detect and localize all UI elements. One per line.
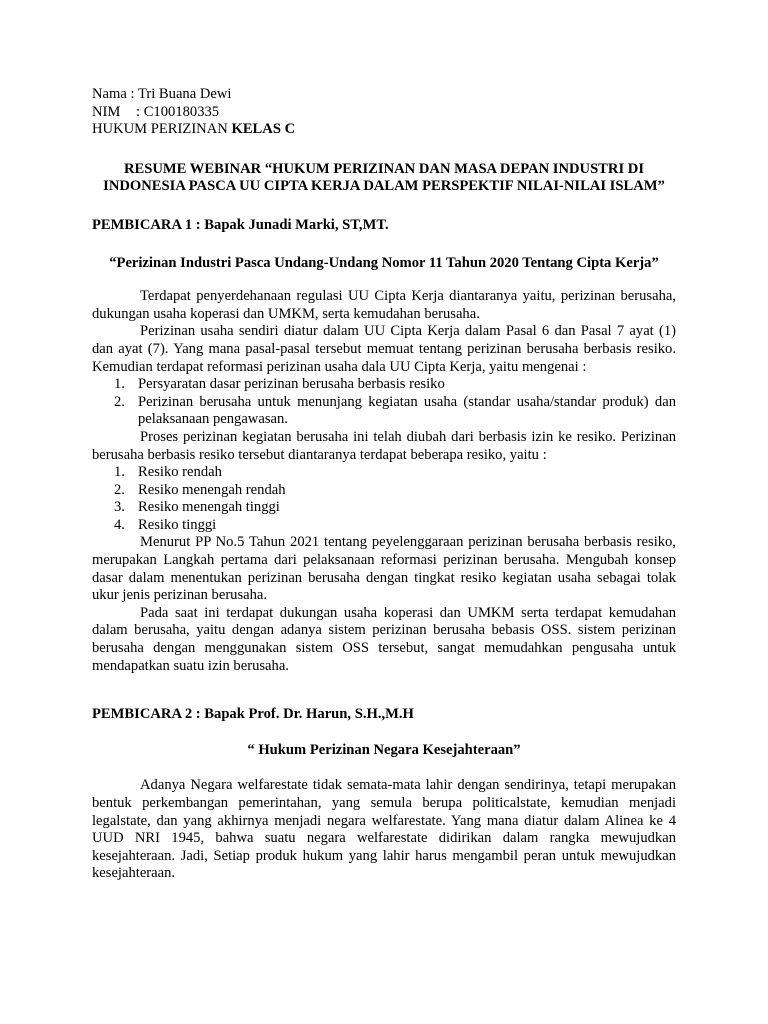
paragraph: Terdapat penyerdehanaan regulasi UU Cipta Kerja diantaranya yaitu, perizinan berusaha, dukungan usaha koperasi dan UMKM, serta kemudahan berusaha. [92,288,676,322]
student-info [92,86,676,139]
speaker-2-body [92,777,676,883]
course-line [92,121,676,139]
list-text: Resiko rendah [138,464,222,481]
reform-list [92,376,676,429]
course-class: KELAS C [231,121,296,138]
paragraph: Menurut PP No.5 Tahun 2021 tentang peyelenggaraan perizinan berusaha berbasis resiko, merupakan Langkah pertama dari pelaksanaan reformasi perizinan berusaha. Mengubah konsep dasar dalam menentukan perizinan berusaha dengan tingkat resiko kegiatan usaha sebagai tolak ukur jenis perizinan berusaha. [92,534,676,604]
list-number: 3. [114,499,125,516]
speaker-1-body [92,288,676,675]
speaker-1-heading: PEMBICARA 1 : Bapak Junadi Marki, ST,MT. [92,216,389,233]
paragraph: Adanya Negara welfarestate tidak semata-mata lahir dengan sendirinya, tetapi merupakan bentuk perkembangan pemerintahan, yang semula berupa politicalstate, kemudian menjadi legalstate, dan yang akhirnya menjadi negara welfarestate. Yang mana diatur dalam Alinea ke 4 UUD NRI 1945, bahwa suatu negara welfarestate didirikan dalam rangka mewujudkan kesejahteraan. Jadi, Setiap produk hukum yang lahir harus mengambil peran untuk mewujudkan kesejahteraan. [92,777,676,882]
list-item [92,464,676,482]
document-title: RESUME WEBINAR “HUKUM PERIZINAN DAN MASA DEPAN INDUSTRI DI INDONESIA PASCA UU CIPTA KERJA DALAM PERSPEKTIF NILAI-NILAI ISLAM” [103,160,665,195]
nim-label: NIM [92,103,121,120]
speaker-1-topic: “Perizinan Industri Pasca Undang-Undang Nomor 11 Tahun 2020 Tentang Cipta Kerja” [109,254,659,271]
list-item [92,482,676,500]
risk-list [92,464,676,534]
name-label: Nama [92,86,127,102]
list-item [92,394,676,429]
list-text: Resiko tinggi [138,516,217,533]
list-text: Resiko menengah rendah [138,481,286,498]
list-text: Persyaratan dasar perizinan berusaha berbasis resiko [138,376,445,393]
list-number: 2. [114,481,125,498]
paragraph: Proses perizinan kegiatan berusaha ini telah diubah dari berbasis izin ke resiko. Perizinan berusaha berbasis resiko tersebut diantaranya terdapat beberapa resiko, yaitu : [92,428,676,463]
name-line [92,86,676,104]
paragraph: Perizinan usaha sendiri diatur dalam UU Cipta Kerja dalam Pasal 6 dan Pasal 7 ayat (1) dan ayat (7). Yang mana pasal-pasal tersebut memuat tentang perizinan berusaha berbasis resiko. Kemudian terdapat reformasi perizinan usaha dala UU Cipta Kerja, yaitu mengenai : [92,323,676,375]
paragraph: Pada saat ini terdapat dukungan usaha koperasi dan UMKM serta terdapat kemudahan dalam berusaha, yaitu dengan adanya sistem perizinan berusaha bebasis OSS. sistem perizinan berusaha dengan menggunakan sistem OSS tersebut, sangat memudahkan pengusaha untuk mendapatkan suatu izin berusaha. [92,604,676,674]
list-item [92,517,676,535]
list-text: Perizinan berusaha untuk menunjang kegiatan usaha (standar usaha/standar produk) dan pelaksanaan pengawasan. [138,393,676,428]
nim-value: : C100180335 [136,103,220,120]
list-number: 2. [114,393,125,410]
list-number: 1. [114,464,125,481]
speaker-2-topic: “ Hukum Perizinan Negara Kesejahteraan” [247,741,521,758]
list-item [92,376,676,394]
list-text: Resiko menengah tinggi [138,499,280,516]
nim-line [92,104,676,122]
list-number: 1. [114,376,125,393]
name-value: : Tri Buana Dewi [130,86,232,102]
list-item [92,499,676,517]
speaker-2-heading: PEMBICARA 2 : Bapak Prof. Dr. Harun, S.H.,M.H [92,706,414,723]
list-number: 4. [114,516,125,533]
course-name: HUKUM PERIZINAN [92,121,228,138]
